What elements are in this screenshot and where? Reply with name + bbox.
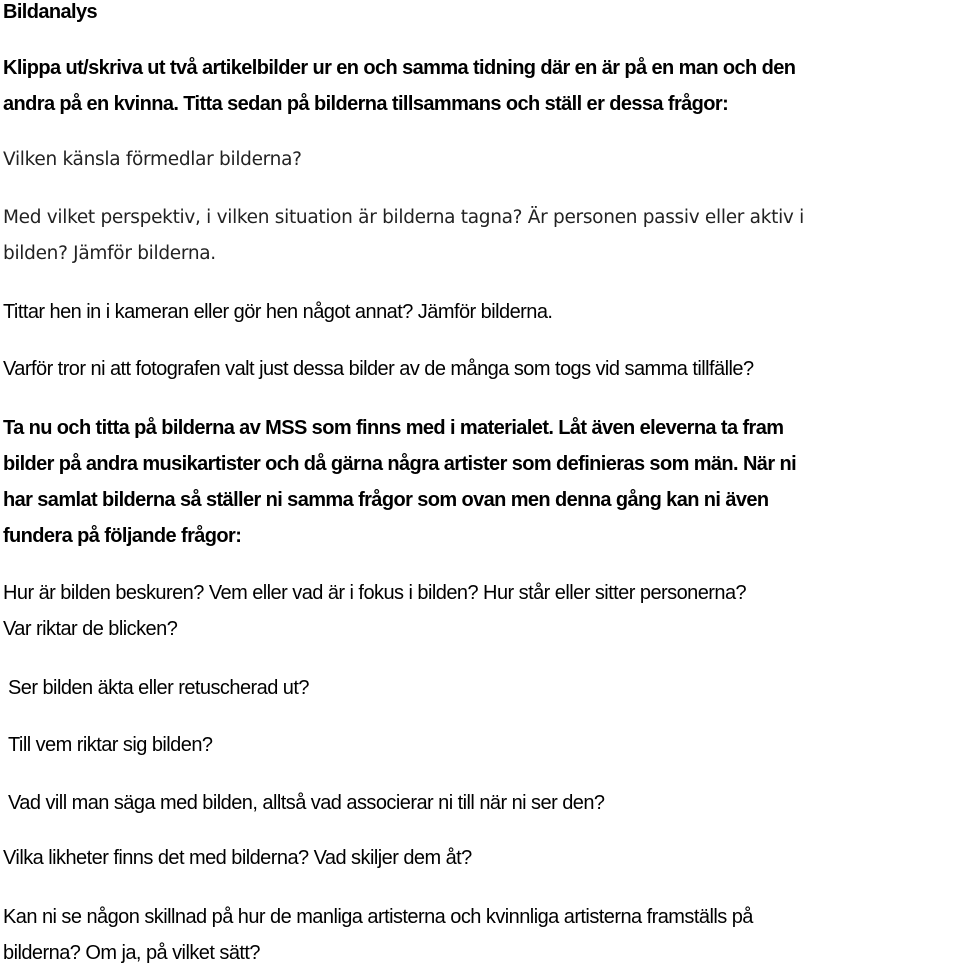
question-line: Kan ni se någon skillnad på hur de manliga artisterna och kvinnliga artisterna framställs på xyxy=(3,906,753,928)
mss-line: fundera på följande frågor: xyxy=(3,525,242,547)
intro-line: Klippa ut/skriva ut två artikelbilder ur en och samma tidning där en är på en man och den xyxy=(3,57,796,79)
page-title: Bildanalys xyxy=(3,1,98,23)
question-real: Ser bilden äkta eller retuscherad ut? xyxy=(8,677,309,699)
mss-paragraph xyxy=(3,410,958,554)
question-line: Var riktar de blicken? xyxy=(3,618,178,640)
question-line: bilderna? Om ja, på vilket sätt? xyxy=(3,942,260,964)
question-camera: Tittar hen in i kameran eller gör hen något annat? Jämför bilderna. xyxy=(3,301,553,323)
question-say: Vad vill man säga med bilden, alltså vad associerar ni till när ni ser den? xyxy=(8,792,605,814)
question-line: Hur är bilden beskuren? Vem eller vad är i fokus i bilden? Hur står eller sitter personerna? xyxy=(3,582,747,604)
intro-paragraph xyxy=(3,50,958,122)
question-perspective xyxy=(3,200,958,272)
question-audience: Till vem riktar sig bilden? xyxy=(8,734,213,756)
question-feeling: Vilken känsla förmedlar bilderna? xyxy=(3,149,302,170)
question-difference xyxy=(3,899,958,971)
mss-line: har samlat bilderna så ställer ni samma frågor som ovan men denna gång kan ni även xyxy=(3,489,769,511)
question-crop xyxy=(3,575,958,647)
mss-line: Ta nu och titta på bilderna av MSS som finns med i materialet. Låt även eleverna ta fram xyxy=(3,417,784,439)
question-line: bilden? Jämför bilderna. xyxy=(3,243,216,264)
question-why: Varför tror ni att fotografen valt just dessa bilder av de många som togs vid samma tillfälle? xyxy=(3,358,754,380)
question-line: Med vilket perspektiv, i vilken situation är bilderna tagna? Är personen passiv eller aktiv i xyxy=(3,207,804,228)
intro-line: andra på en kvinna. Titta sedan på bilderna tillsammans och ställ er dessa frågor: xyxy=(3,93,729,115)
mss-line: bilder på andra musikartister och då gärna några artister som definieras som män. När ni xyxy=(3,453,797,475)
question-similar: Vilka likheter finns det med bilderna? Vad skiljer dem åt? xyxy=(3,847,472,869)
